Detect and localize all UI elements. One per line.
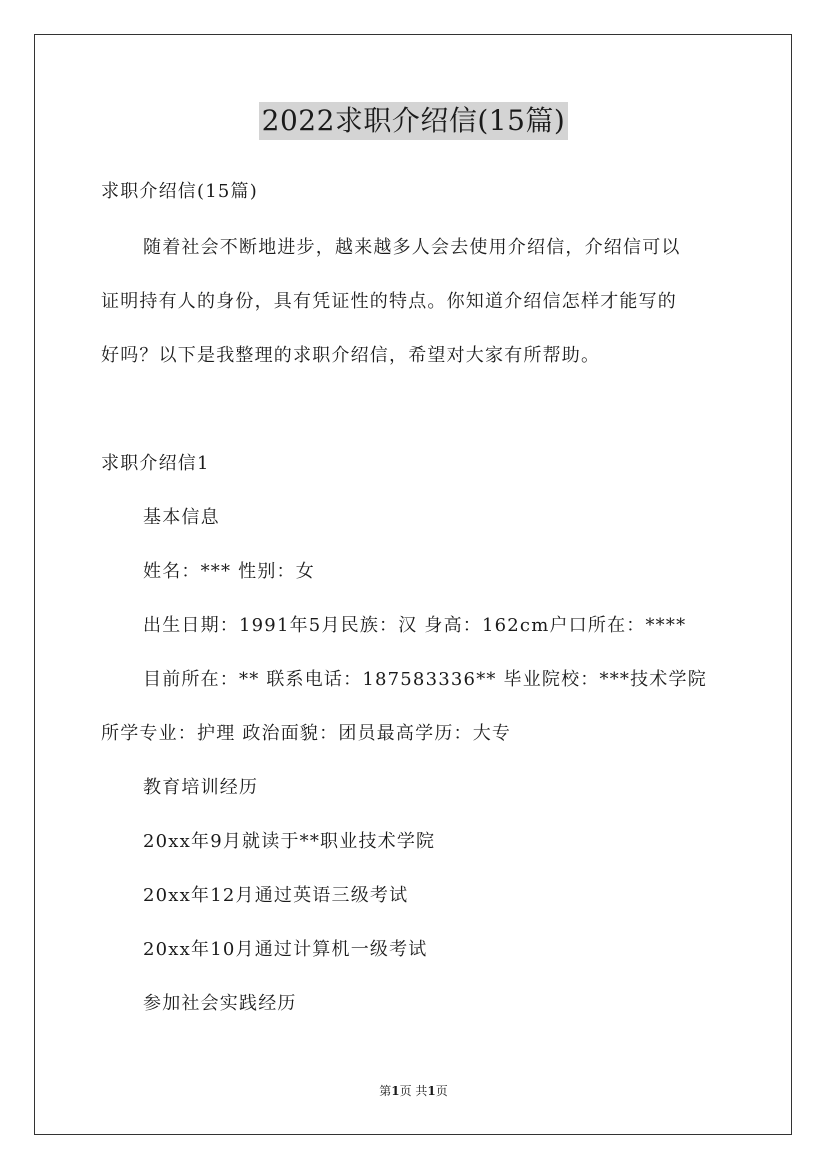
intro-line-3: 好吗？以下是我整理的求职介绍信，希望对大家有所帮助。 <box>101 345 601 366</box>
education-item-2: 20xx年12月通过英语三级考试 <box>143 885 409 906</box>
education-item-1: 20xx年9月就读于**职业技术学院 <box>143 831 436 852</box>
intro-line-1: 随着社会不断地进步，越来越多人会去使用介绍信，介绍信可以 <box>143 237 681 258</box>
footer-mid: 页 共 <box>399 1084 428 1098</box>
section-heading: 求职介绍信1 <box>101 453 210 474</box>
footer-suffix: 页 <box>435 1084 448 1098</box>
title-container <box>0 102 827 140</box>
footer-page-number: 1 <box>391 1084 400 1098</box>
page-footer <box>0 1083 827 1099</box>
basic-info-major: 所学专业：护理 政治面貌：团员最高学历：大专 <box>101 723 512 744</box>
basic-info-heading: 基本信息 <box>143 507 220 528</box>
education-heading: 教育培训经历 <box>143 777 259 798</box>
basic-info-birth: 出生日期：1991年5月民族：汉 身高：162cm户口所在：**** <box>143 615 687 636</box>
practice-heading: 参加社会实践经历 <box>143 993 297 1014</box>
basic-info-name-gender: 姓名：*** 性别：女 <box>143 561 315 582</box>
intro-line-2: 证明持有人的身份，具有凭证性的特点。你知道介绍信怎样才能写的 <box>101 291 677 312</box>
basic-info-location: 目前所在：** 联系电话：187583336** 毕业院校：***技术学院 <box>143 669 707 690</box>
footer-page-total: 1 <box>427 1084 436 1098</box>
subtitle: 求职介绍信(15篇) <box>101 181 258 202</box>
education-item-3: 20xx年10月通过计算机一级考试 <box>143 939 428 960</box>
document-title: 2022求职介绍信(15篇) <box>259 102 569 140</box>
footer-prefix: 第 <box>379 1084 392 1098</box>
